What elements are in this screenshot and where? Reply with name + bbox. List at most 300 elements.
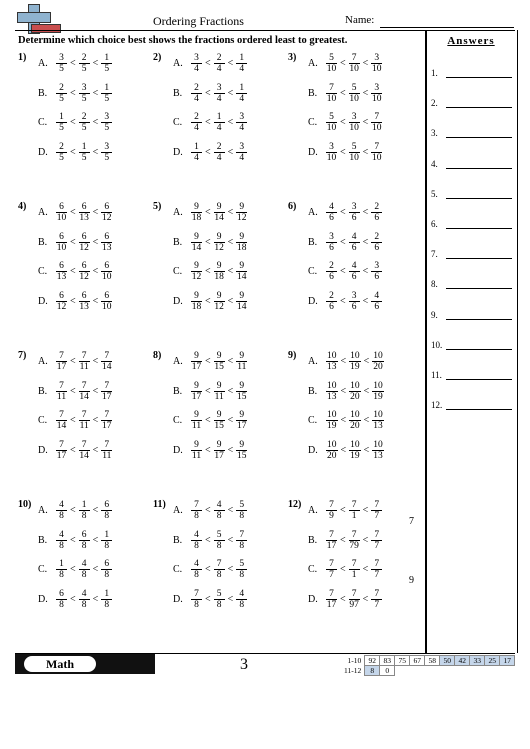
numerator: 9 — [214, 440, 225, 451]
fraction — [79, 530, 90, 551]
fraction — [191, 500, 202, 521]
denominator: 14 — [237, 301, 247, 312]
numerator: 1 — [56, 559, 67, 570]
denominator: 10 — [56, 242, 67, 253]
numerator: 7 — [79, 410, 90, 421]
denominator: 1 — [351, 570, 357, 580]
answer-choice[interactable] — [173, 410, 247, 431]
fraction — [101, 83, 112, 104]
less-than-sign: < — [205, 444, 211, 456]
fraction — [101, 589, 112, 610]
numerator: 5 — [326, 112, 337, 123]
numerator: 9 — [214, 232, 225, 243]
answer-blank[interactable] — [446, 77, 512, 78]
less-than-sign: < — [205, 564, 211, 575]
fraction — [326, 500, 337, 521]
less-than-sign: < — [340, 58, 346, 69]
numerator: 7 — [191, 500, 202, 511]
less-than-sign: < — [205, 534, 211, 546]
answer-choice[interactable] — [38, 351, 112, 372]
numerator: 7 — [326, 559, 337, 570]
answer-choice[interactable] — [38, 112, 112, 133]
fraction — [101, 232, 112, 253]
numerator: 1 — [101, 83, 112, 94]
answer-blank[interactable] — [446, 228, 512, 229]
answer-blank[interactable] — [446, 349, 512, 350]
fraction — [214, 530, 225, 551]
fraction — [236, 261, 247, 282]
choice-letter: D. — [173, 593, 183, 605]
less-than-sign: < — [362, 295, 369, 307]
answer-choice[interactable] — [308, 53, 382, 74]
stray-mark: 7 — [409, 516, 414, 527]
fraction — [56, 559, 67, 580]
choice-letter: D. — [38, 444, 48, 456]
denominator: 4 — [194, 93, 199, 104]
less-than-sign: < — [363, 415, 370, 426]
less-than-sign: < — [92, 117, 99, 128]
answer-choice[interactable] — [173, 351, 247, 372]
score-cell: 33 — [470, 656, 485, 666]
denominator: 15 — [214, 421, 224, 431]
denominator: 14 — [214, 213, 224, 223]
choice-letter: B. — [308, 534, 318, 546]
fraction — [214, 410, 225, 431]
score-range-label: 1-10 — [347, 656, 362, 665]
numerator: 6 — [101, 261, 112, 272]
denominator: 20 — [350, 421, 360, 431]
fraction — [236, 381, 247, 402]
numerator: 2 — [79, 112, 90, 123]
denominator: 10 — [349, 64, 359, 74]
answer-choice[interactable] — [308, 440, 384, 461]
answer-choice[interactable] — [38, 202, 112, 223]
numerator: 9 — [214, 351, 225, 362]
denominator: 5 — [59, 64, 64, 74]
answer-choice[interactable] — [308, 291, 382, 312]
choice-letter: B. — [308, 385, 318, 397]
denominator: 8 — [216, 540, 222, 551]
choice-letter: B. — [38, 236, 48, 248]
answer-number: 10. — [431, 339, 443, 350]
less-than-sign: < — [92, 564, 99, 575]
denominator: 17 — [326, 540, 337, 551]
name-line[interactable] — [380, 27, 514, 28]
answer-choice[interactable] — [173, 589, 247, 610]
numerator: 1 — [236, 53, 247, 64]
fraction — [191, 381, 202, 402]
choice-letter: C. — [38, 415, 48, 426]
choice-letter: D. — [308, 146, 318, 158]
denominator: 19 — [350, 362, 360, 372]
less-than-sign: < — [362, 564, 369, 575]
numerator: 1 — [236, 83, 247, 94]
choice-letter: A. — [308, 207, 318, 218]
fraction — [56, 500, 67, 521]
less-than-sign: < — [227, 58, 234, 69]
footer-brand: Math — [24, 656, 96, 672]
denominator: 11 — [214, 391, 224, 402]
less-than-sign: < — [227, 593, 234, 605]
fraction — [371, 112, 382, 133]
choice-letter: A. — [38, 58, 48, 69]
denominator: 5 — [59, 152, 64, 163]
fraction — [214, 232, 225, 253]
fraction — [101, 559, 112, 580]
less-than-sign: < — [363, 356, 370, 367]
fraction — [326, 440, 338, 461]
fraction — [191, 53, 202, 74]
fraction — [214, 500, 225, 521]
denominator: 15 — [214, 362, 224, 372]
fraction — [56, 589, 67, 610]
answer-blank[interactable] — [446, 288, 512, 289]
numerator: 3 — [371, 261, 382, 272]
denominator: 11 — [56, 391, 67, 402]
less-than-sign: < — [70, 564, 76, 575]
question-number: 5) — [153, 201, 162, 212]
numerator: 7 — [326, 83, 337, 94]
choice-letter: B. — [308, 87, 318, 99]
numerator: 7 — [371, 559, 382, 570]
worksheet-title: Ordering Fractions — [153, 14, 244, 28]
less-than-sign: < — [227, 444, 234, 456]
answer-choice[interactable] — [38, 261, 112, 282]
denominator: 17 — [326, 599, 337, 610]
answer-choice[interactable] — [173, 83, 247, 104]
answer-choice[interactable] — [173, 381, 247, 402]
answer-choice[interactable] — [308, 83, 382, 104]
fraction — [79, 261, 90, 282]
answer-choice[interactable] — [173, 232, 247, 253]
less-than-sign: < — [340, 236, 346, 248]
denominator: 15 — [237, 391, 247, 402]
numerator: 4 — [236, 589, 247, 600]
fraction — [371, 202, 382, 223]
less-than-sign: < — [205, 505, 211, 516]
fraction — [79, 440, 90, 461]
choice-letter: D. — [308, 444, 318, 456]
numerator: 4 — [56, 530, 67, 541]
choice-letter: A. — [308, 356, 318, 367]
answer-number: 4. — [431, 158, 438, 169]
denominator: 97 — [349, 599, 359, 610]
answer-choice[interactable] — [308, 261, 382, 282]
fraction — [56, 351, 67, 372]
numerator: 7 — [56, 381, 67, 392]
less-than-sign: < — [92, 356, 99, 367]
less-than-sign: < — [92, 444, 99, 456]
denominator: 6 — [329, 213, 334, 223]
denominator: 14 — [191, 242, 202, 253]
less-than-sign: < — [227, 207, 234, 218]
question-number: 9) — [288, 350, 297, 361]
fraction — [326, 559, 337, 580]
answer-choice[interactable] — [308, 112, 382, 133]
denominator: 4 — [216, 123, 222, 133]
numerator: 9 — [236, 261, 247, 272]
less-than-sign: < — [227, 415, 234, 426]
denominator: 4 — [239, 152, 245, 163]
fraction — [236, 589, 247, 610]
answer-choice[interactable] — [308, 500, 382, 521]
choice-letter: A. — [38, 356, 48, 367]
denominator: 5 — [59, 123, 64, 133]
numerator: 3 — [349, 112, 360, 123]
fraction — [372, 440, 384, 461]
numerator: 5 — [214, 589, 225, 600]
numerator: 4 — [191, 559, 202, 570]
choice-letter: B. — [173, 385, 183, 397]
denominator: 6 — [351, 242, 357, 253]
denominator: 8 — [239, 570, 245, 580]
numerator: 9 — [191, 291, 202, 302]
numerator: 7 — [214, 559, 225, 570]
choice-letter: D. — [38, 146, 48, 158]
answer-choice[interactable] — [308, 381, 384, 402]
answer-choice[interactable] — [38, 440, 112, 461]
fraction — [236, 83, 247, 104]
choice-letter: A. — [38, 505, 48, 516]
denominator: 10 — [102, 272, 112, 282]
denominator: 13 — [327, 391, 337, 402]
fraction — [349, 112, 360, 133]
numerator: 4 — [349, 232, 360, 243]
less-than-sign: < — [362, 505, 369, 516]
less-than-sign: < — [70, 87, 76, 99]
answer-choice[interactable] — [38, 530, 112, 551]
fraction — [236, 53, 247, 74]
fraction — [372, 351, 384, 372]
answer-choice[interactable] — [173, 202, 247, 223]
answer-choice[interactable] — [173, 53, 247, 74]
answer-choice[interactable] — [308, 559, 382, 580]
fraction — [349, 500, 360, 521]
less-than-sign: < — [340, 534, 346, 546]
less-than-sign: < — [363, 385, 370, 397]
fraction — [191, 112, 202, 133]
answer-blank[interactable] — [446, 258, 512, 259]
denominator: 9 — [329, 511, 334, 521]
fraction — [349, 53, 360, 74]
denominator: 5 — [81, 152, 87, 163]
denominator: 5 — [81, 123, 87, 133]
less-than-sign: < — [70, 593, 76, 605]
answer-number: 1. — [431, 68, 438, 78]
less-than-sign: < — [340, 356, 347, 367]
numerator: 7 — [349, 530, 360, 541]
answer-choice[interactable] — [173, 291, 247, 312]
less-than-sign: < — [362, 58, 369, 69]
numerator: 6 — [79, 291, 90, 302]
fraction — [101, 351, 112, 372]
numerator: 10 — [327, 351, 337, 361]
denominator: 12 — [214, 242, 224, 253]
numerator: 2 — [191, 112, 202, 123]
fraction — [101, 53, 112, 74]
numerator: 3 — [101, 142, 112, 153]
numerator: 4 — [326, 202, 337, 213]
numerator: 9 — [191, 410, 202, 421]
answer-choice[interactable] — [173, 112, 247, 133]
numerator: 10 — [327, 410, 337, 420]
fraction — [326, 202, 337, 223]
denominator: 8 — [59, 540, 64, 551]
answer-choice[interactable] — [38, 589, 112, 610]
less-than-sign: < — [362, 117, 369, 128]
answer-blank[interactable] — [446, 319, 512, 320]
score-cell: 83 — [380, 656, 395, 666]
denominator: 10 — [56, 213, 67, 223]
denominator: 79 — [349, 540, 359, 551]
fraction — [101, 142, 112, 163]
fraction — [214, 381, 225, 402]
answer-choice[interactable] — [38, 232, 112, 253]
denominator: 8 — [104, 599, 110, 610]
answer-choice[interactable] — [38, 559, 112, 580]
score-cell: 42 — [455, 656, 470, 666]
answer-choice[interactable] — [308, 530, 382, 551]
choice-letter: C. — [173, 117, 183, 128]
answer-choice[interactable] — [173, 500, 247, 521]
answer-choice[interactable] — [38, 53, 112, 74]
fraction — [236, 291, 247, 312]
fraction — [101, 112, 112, 133]
answer-choice[interactable] — [38, 410, 112, 431]
denominator: 10 — [326, 64, 337, 74]
answer-choice[interactable] — [308, 589, 382, 610]
denominator: 15 — [237, 450, 247, 461]
fraction — [236, 232, 247, 253]
less-than-sign: < — [92, 58, 99, 69]
answer-choice[interactable] — [38, 83, 112, 104]
denominator: 13 — [79, 301, 89, 312]
denominator: 8 — [194, 511, 199, 521]
fraction — [326, 83, 337, 104]
less-than-sign: < — [70, 146, 76, 158]
numerator: 1 — [79, 142, 90, 153]
fraction — [79, 53, 90, 74]
fraction — [79, 381, 90, 402]
fraction — [349, 232, 360, 253]
fraction — [349, 291, 360, 312]
less-than-sign: < — [227, 505, 234, 516]
answer-choice[interactable] — [38, 142, 112, 163]
score-range-label: 11-12 — [344, 666, 362, 675]
answer-blank[interactable] — [446, 137, 512, 138]
fraction — [236, 559, 247, 580]
fraction — [191, 559, 202, 580]
answer-choice[interactable] — [308, 142, 382, 163]
answer-choice[interactable] — [173, 530, 247, 551]
numerator: 9 — [236, 381, 247, 392]
numerator: 6 — [79, 261, 90, 272]
fraction — [349, 202, 360, 223]
fraction — [214, 53, 225, 74]
answer-blank[interactable] — [446, 168, 512, 169]
numerator: 6 — [79, 232, 90, 243]
denominator: 8 — [81, 511, 87, 521]
answer-choice[interactable] — [173, 142, 247, 163]
fraction — [191, 261, 202, 282]
denominator: 6 — [374, 272, 380, 282]
answer-choice[interactable] — [173, 559, 247, 580]
answer-number: 11. — [431, 370, 442, 380]
fraction — [56, 202, 67, 223]
answer-blank[interactable] — [446, 409, 512, 410]
denominator: 11 — [79, 421, 89, 431]
denominator: 20 — [373, 362, 383, 372]
less-than-sign: < — [70, 207, 76, 218]
fraction — [191, 530, 202, 551]
answer-choice[interactable] — [38, 500, 112, 521]
numerator: 9 — [236, 232, 247, 243]
answer-choice[interactable] — [173, 440, 247, 461]
numerator: 2 — [326, 261, 337, 272]
fraction — [326, 112, 337, 133]
numerator: 10 — [350, 410, 360, 420]
numerator: 10 — [373, 380, 383, 391]
answer-choice[interactable] — [308, 351, 384, 372]
fraction — [56, 142, 67, 163]
answer-blank[interactable] — [446, 198, 512, 199]
denominator: 8 — [194, 570, 199, 580]
choice-letter: C. — [308, 415, 318, 426]
fraction — [79, 202, 90, 223]
denominator: 4 — [239, 93, 245, 104]
less-than-sign: < — [362, 207, 369, 218]
numerator: 10 — [350, 439, 360, 450]
numerator: 6 — [56, 202, 67, 213]
choice-letter: C. — [308, 117, 318, 128]
denominator: 14 — [102, 362, 112, 372]
answer-choice[interactable] — [173, 261, 247, 282]
fraction — [326, 291, 337, 312]
answer-choice[interactable] — [38, 381, 112, 402]
fraction — [56, 291, 67, 312]
fraction — [326, 232, 337, 253]
less-than-sign: < — [227, 146, 234, 158]
numerator: 3 — [349, 202, 360, 213]
answer-choice[interactable] — [38, 291, 112, 312]
denominator: 13 — [327, 362, 337, 372]
numerator: 10 — [350, 351, 360, 361]
denominator: 18 — [191, 301, 202, 312]
fraction — [236, 112, 247, 133]
numerator: 6 — [101, 232, 112, 243]
answer-choice[interactable] — [308, 410, 384, 431]
less-than-sign: < — [92, 385, 99, 397]
less-than-sign: < — [92, 295, 99, 307]
denominator: 17 — [56, 450, 67, 461]
less-than-sign: < — [340, 87, 346, 99]
answer-choice[interactable] — [308, 202, 382, 223]
score-cell: 92 — [365, 656, 380, 666]
numerator: 5 — [236, 500, 247, 511]
fraction — [214, 261, 225, 282]
fraction — [371, 589, 382, 610]
answer-blank[interactable] — [446, 379, 512, 380]
numerator: 7 — [371, 589, 382, 600]
numerator: 9 — [191, 351, 202, 362]
choice-letter: B. — [173, 236, 183, 248]
less-than-sign: < — [92, 415, 99, 426]
answer-blank[interactable] — [446, 107, 512, 108]
answer-choice[interactable] — [308, 232, 382, 253]
less-than-sign: < — [92, 87, 99, 99]
denominator: 6 — [374, 301, 380, 312]
numerator: 9 — [191, 202, 202, 213]
